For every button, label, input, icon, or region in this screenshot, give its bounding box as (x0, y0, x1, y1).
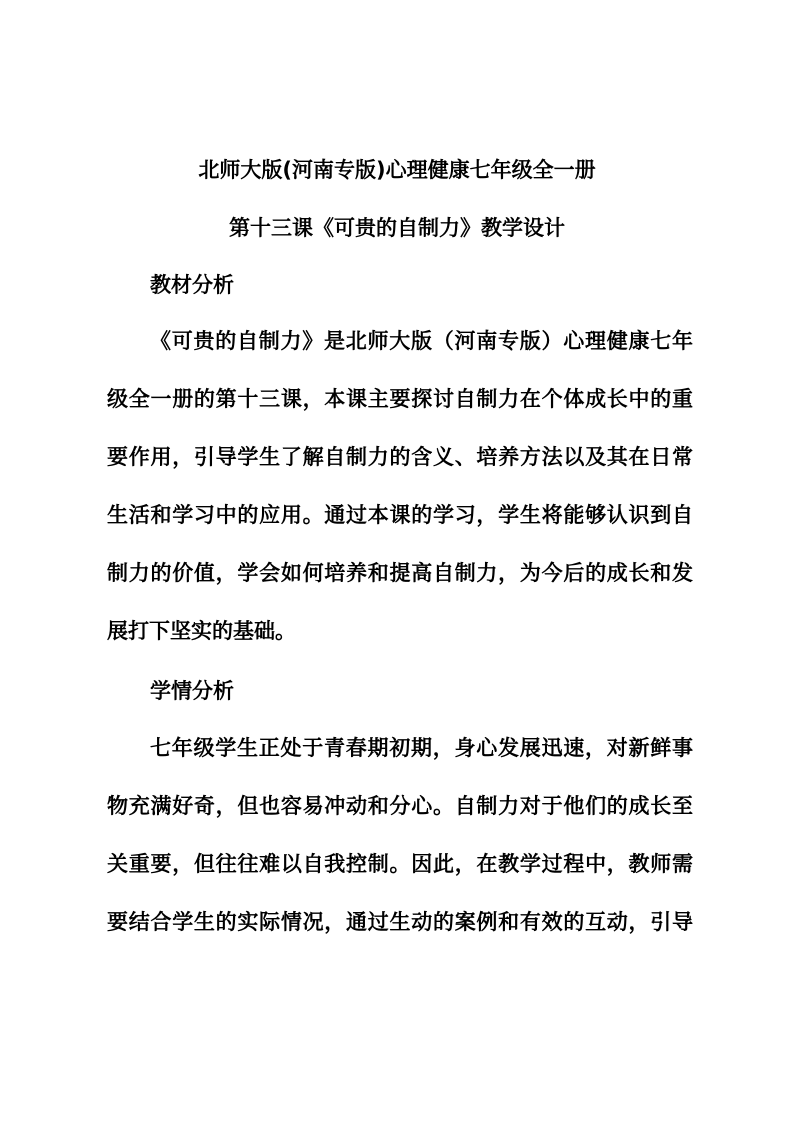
document-title: 北师大版(河南专版)心理健康七年级全一册 (198, 158, 596, 182)
paragraph-line: 七年级学生正处于青春期初期，身心发展迅速，对新鲜事 (150, 736, 693, 760)
paragraph-line: 制力的价值，学会如何培养和提高自制力，为今后的成长和发 (107, 561, 693, 585)
paragraph-line: 关重要，但往往难以自我控制。因此，在教学过程中，教师需 (107, 852, 693, 876)
paragraph-line: 级全一册的第十三课，本课主要探讨自制力在个体成长中的重 (107, 387, 693, 411)
paragraph-line: 要结合学生的实际情况，通过生动的案例和有效的互动，引导 (107, 910, 693, 934)
paragraph-line: 展打下坚实的基础。 (107, 619, 296, 643)
lesson-title: 第十三课《可贵的自制力》教学设计 (229, 216, 565, 240)
section-heading-textbook-analysis: 教材分析 (150, 273, 234, 297)
section-heading-student-analysis: 学情分析 (150, 679, 234, 703)
paragraph-line: 《可贵的自制力》是北师大版（河南专版）心理健康七年 (150, 329, 693, 353)
paragraph-line: 要作用，引导学生了解自制力的含义、培养方法以及其在日常 (107, 445, 693, 469)
paragraph-line: 生活和学习中的应用。通过本课的学习，学生将能够认识到自 (107, 503, 693, 527)
paragraph-line: 物充满好奇，但也容易冲动和分心。自制力对于他们的成长至 (107, 794, 693, 818)
